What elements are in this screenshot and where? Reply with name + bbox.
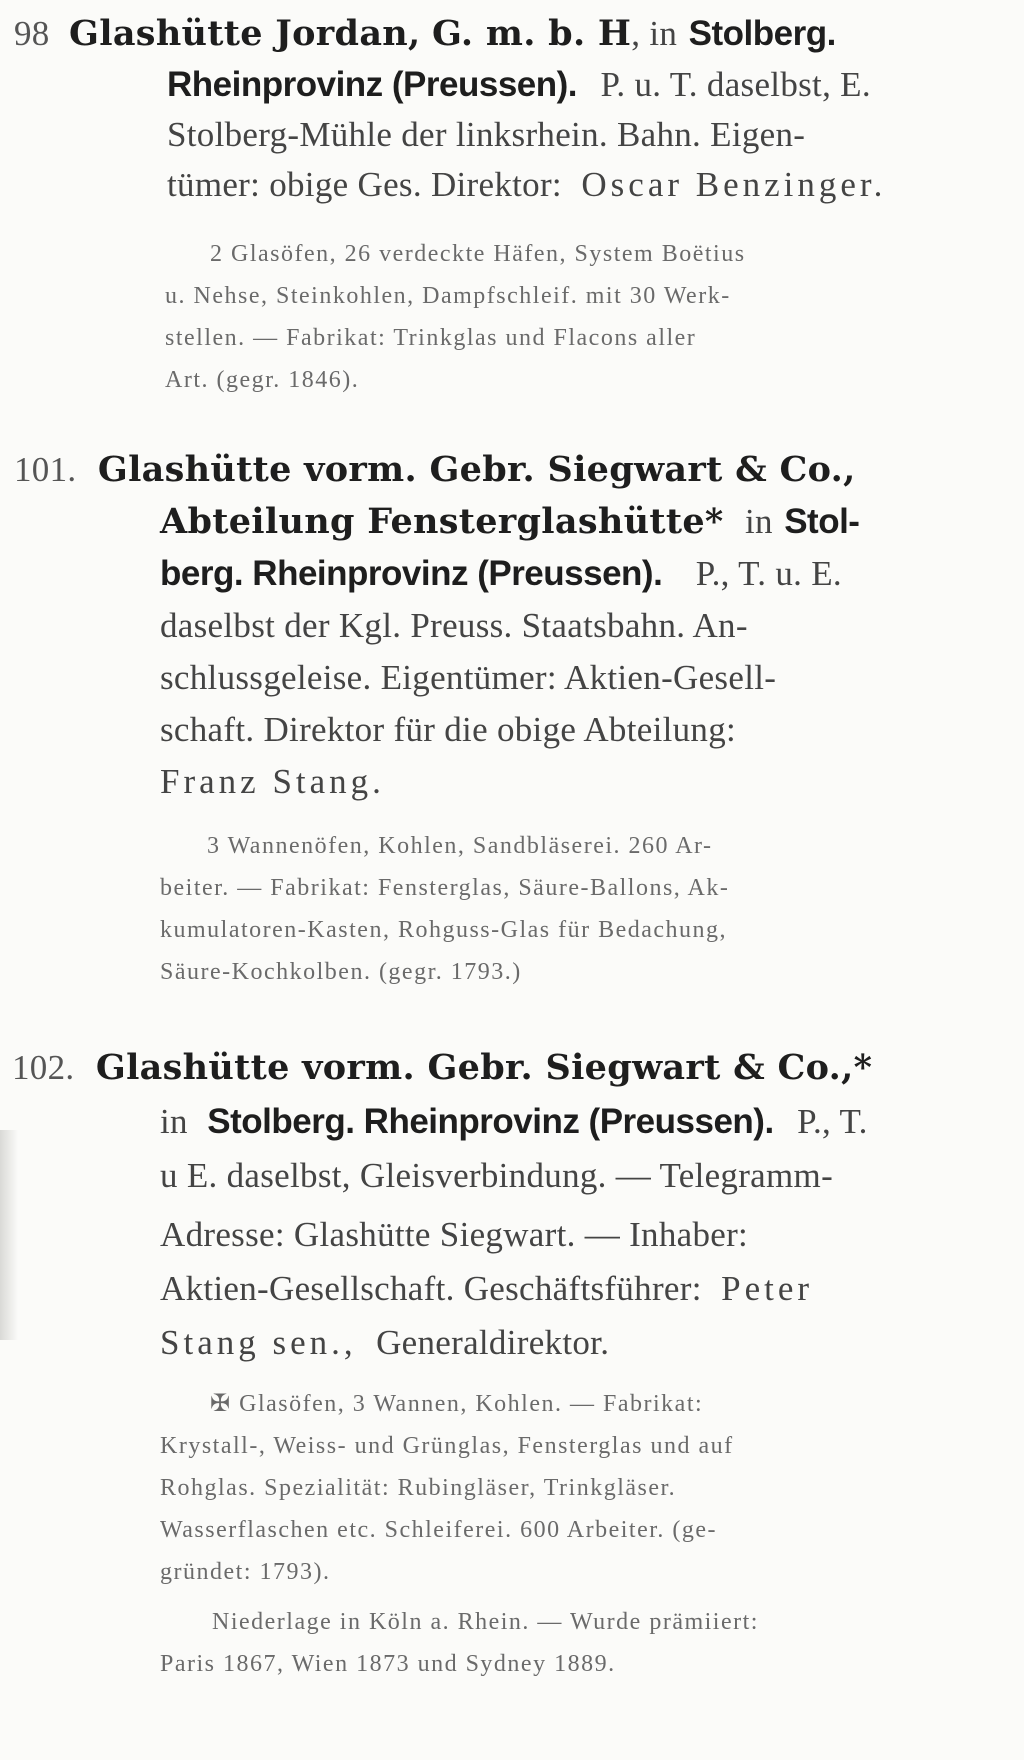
entry-line-text: tümer: obige Ges. Direktor: bbox=[167, 165, 562, 204]
entry-line-text: Adresse: Glashütte Siegwart. — Inhaber: bbox=[160, 1215, 749, 1254]
entry-line-text: schaft. Direktor für die obige Abteilung: bbox=[160, 710, 737, 749]
entry-location-city: Stolberg. bbox=[688, 14, 836, 53]
entry-location-city: Stol- bbox=[784, 502, 860, 541]
entry-line-text: P. u. T. daselbst, E. bbox=[600, 65, 871, 104]
entry-name: Glashütte vorm. Gebr. Siegwart & Co.,* bbox=[95, 1047, 873, 1088]
entry-detail: 3 Wannenöfen, Kohlen, Sandbläserei. 260 Ar- bbox=[207, 833, 713, 859]
entry-detail: 2 Glasöfen, 26 verdeckte Häfen, System Boëtius bbox=[210, 241, 746, 267]
entry-detail: Säure-Kochkolben. (gegr. 1793.) bbox=[160, 959, 522, 985]
entry-line-bold: Rheinprovinz (Preussen). bbox=[167, 65, 578, 104]
entry-line-spaced: Stang sen., bbox=[160, 1323, 357, 1362]
entry-detail: u. Nehse, Steinkohlen, Dampfschleif. mit 30 Werk- bbox=[165, 283, 731, 309]
entry-line-text: P., T. u. E. bbox=[695, 554, 842, 593]
entry-line bbox=[160, 1217, 748, 1253]
entry-line bbox=[160, 764, 385, 800]
entry-line-text: schlussgeleise. Eigentümer: Aktien-Gesell- bbox=[160, 658, 777, 697]
entry-number: 101. bbox=[14, 450, 77, 489]
entry-location-in: in bbox=[744, 502, 773, 541]
entry-heading-cont bbox=[160, 501, 860, 542]
entry-heading bbox=[12, 1047, 873, 1088]
entry-line-spaced: Oscar Benzinger. bbox=[581, 165, 887, 204]
entry-detail: Rohglas. Spezialität: Rubingläser, Trinkgläser. bbox=[160, 1475, 677, 1501]
entry-line bbox=[167, 67, 871, 103]
entry-line bbox=[160, 660, 776, 696]
entry-name-suffix: G. m. b. H bbox=[431, 13, 632, 54]
entry-name: Glashütte Jordan, bbox=[69, 13, 421, 54]
entry-line bbox=[160, 556, 842, 592]
entry-detail: Krystall-, Weiss- und Grünglas, Fensterglas und auf bbox=[160, 1433, 734, 1459]
page-edge-shadow bbox=[0, 1130, 18, 1340]
entry-detail: Paris 1867, Wien 1873 und Sydney 1889. bbox=[160, 1651, 616, 1677]
entry-detail: gründet: 1793). bbox=[160, 1559, 331, 1585]
entry-line bbox=[160, 608, 748, 644]
entry-line-text: daselbst der Kgl. Preuss. Staatsbahn. An- bbox=[160, 606, 748, 645]
entry-name: Glashütte vorm. Gebr. Siegwart & Co., bbox=[97, 449, 856, 490]
entry-line-bold: Stolberg. Rheinprovinz (Preussen). bbox=[207, 1102, 774, 1141]
entry-heading bbox=[14, 13, 836, 54]
entry-line bbox=[160, 1325, 609, 1361]
entry-line-text: Generaldirektor. bbox=[376, 1323, 610, 1362]
entry-detail: Wasserflaschen etc. Schleiferei. 600 Arbeiter. (ge- bbox=[160, 1517, 718, 1543]
entry-detail: ✠ Glasöfen, 3 Wannen, Kohlen. — Fabrikat: bbox=[210, 1391, 704, 1417]
entry-line-text: u E. daselbst, Gleisverbindung. — Telegramm- bbox=[160, 1156, 834, 1195]
entry-line-spaced: Peter bbox=[721, 1269, 814, 1308]
entry-line-spaced: Franz Stang. bbox=[160, 762, 385, 801]
entry-line-text: in bbox=[160, 1102, 188, 1141]
entry-line bbox=[167, 167, 886, 203]
entry-number: 98 bbox=[14, 14, 50, 53]
entry-name-division: Abteilung Fensterglashütte* bbox=[160, 501, 724, 542]
entry-line-text: Aktien-Gesellschaft. Geschäftsführer: bbox=[160, 1269, 702, 1308]
entry-detail: Art. (gegr. 1846). bbox=[165, 367, 360, 393]
entry-detail: beiter. — Fabrikat: Fensterglas, Säure-Ballons, Ak- bbox=[160, 875, 730, 901]
entry-detail: kumulatoren-Kasten, Rohguss-Glas für Bedachung, bbox=[160, 917, 728, 943]
entry-detail: stellen. — Fabrikat: Trinkglas und Flacons aller bbox=[165, 325, 697, 351]
entry-detail: Niederlage in Köln a. Rhein. — Wurde prämiiert: bbox=[212, 1609, 759, 1635]
entry-heading bbox=[14, 449, 856, 490]
entry-line bbox=[160, 1104, 868, 1140]
entry-number: 102. bbox=[12, 1048, 75, 1087]
entry-line bbox=[167, 117, 805, 153]
entry-line-text: Stolberg-Mühle der linksrhein. Bahn. Eigen- bbox=[167, 115, 806, 154]
entry-line-text: P., T. bbox=[797, 1102, 868, 1141]
entry-line-bold: berg. Rheinprovinz (Preussen). bbox=[160, 554, 663, 593]
entry-line bbox=[160, 1271, 813, 1307]
entry-line bbox=[160, 712, 736, 748]
entry-location-in: , in bbox=[631, 14, 678, 53]
entry-line bbox=[160, 1158, 833, 1194]
